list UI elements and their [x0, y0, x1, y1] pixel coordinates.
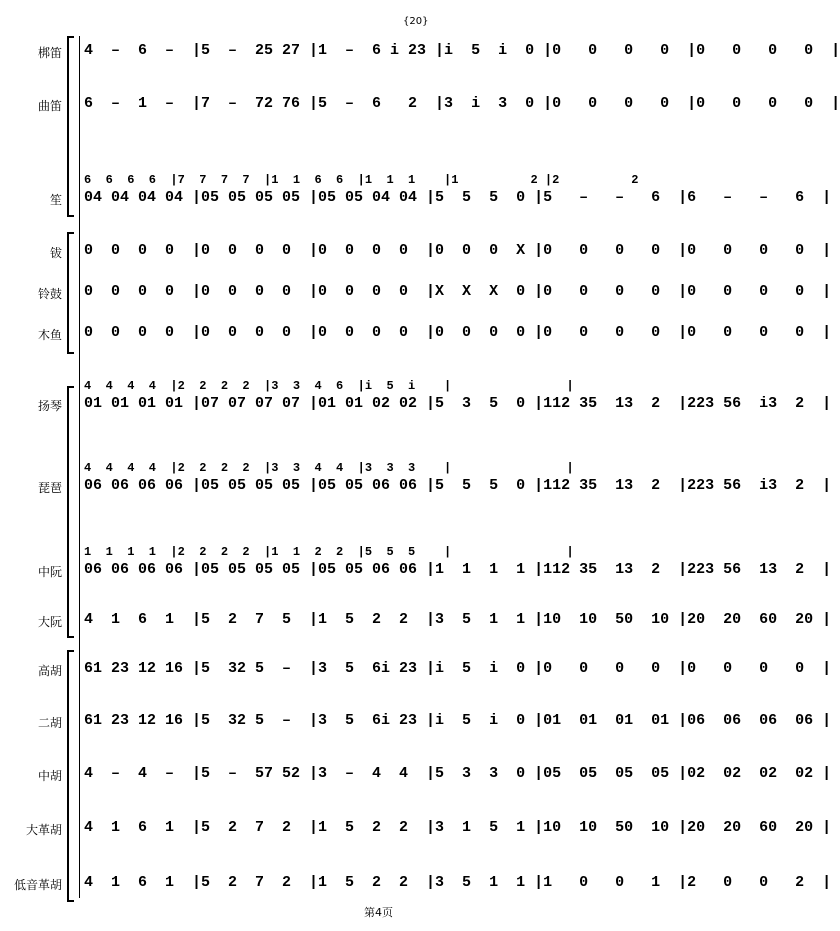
- instrument-label: 钹: [49, 246, 62, 260]
- instrument-label: 二胡: [37, 716, 62, 730]
- instrument-label: 大阮: [37, 615, 62, 629]
- instrument-label: 扬琴: [37, 399, 62, 413]
- staff-notes: 61 23 12 16 |5 32 5 – |3 5 6i 23 |i 5 i 0 |01 01 01 01 |06 06 06 06 |: [84, 712, 832, 729]
- staff-notes: 0 0 0 0 |0 0 0 0 |0 0 0 0 |X X X 0 |0 0 0 0 |0 0 0 0 |: [84, 283, 832, 300]
- chord-upper-notes: 4 4 4 4 |2 2 2 2 |3 3 4 4 |3 3 3 | |: [84, 461, 682, 475]
- staff-notes: 4 – 6 – |5 – 25 27 |1 – 6 i 23 |i 5 i 0 |0 0 0 0 |0 0 0 0 |: [84, 42, 840, 59]
- instrument-label: 琵琶: [37, 481, 62, 495]
- instrument-label: 中阮: [37, 565, 62, 579]
- instrument-label: 铃鼓: [37, 287, 62, 301]
- chord-upper-notes: 6 6 6 6 |7 7 7 7 |1 1 6 6 |1 1 1 |1 2 |2 2: [84, 173, 653, 187]
- instrument-label: 曲笛: [37, 99, 62, 113]
- percussion-brace: [67, 232, 74, 354]
- instrument-label: 低音革胡: [13, 878, 62, 892]
- staff-notes: 4 1 6 1 |5 2 7 2 |1 5 2 2 |3 1 5 1 |10 10 50 10 |20 20 60 20 |: [84, 819, 832, 836]
- system-barline: [79, 36, 80, 898]
- instrument-label: 高胡: [37, 664, 62, 678]
- staff-notes: 6 – 1 – |7 – 72 76 |5 – 6 2 |3 i 3 0 |0 0 0 0 |0 0 0 0 |: [84, 95, 840, 112]
- plucked-brace: [67, 386, 74, 638]
- winds-brace: [67, 36, 74, 217]
- instrument-label: 笙: [49, 193, 62, 207]
- staff-notes: 01 01 01 01 |07 07 07 07 |01 01 02 02 |5 3 5 0 |112 35 13 2 |223 56 i3 2 |: [84, 395, 832, 412]
- page-number: 第4页: [364, 906, 393, 919]
- instrument-label: 木鱼: [37, 328, 62, 342]
- staff-notes: 06 06 06 06 |05 05 05 05 |05 05 06 06 |1 1 1 1 |112 35 13 2 |223 56 13 2 |: [84, 561, 832, 578]
- rehearsal-mark: {20}: [403, 16, 429, 27]
- staff-notes: 06 06 06 06 |05 05 05 05 |05 05 06 06 |5 5 5 0 |112 35 13 2 |223 56 i3 2 |: [84, 477, 832, 494]
- staff-notes: 0 0 0 0 |0 0 0 0 |0 0 0 0 |0 0 0 0 |0 0 0 0 |0 0 0 0 |: [84, 324, 832, 341]
- staff-notes: 4 1 6 1 |5 2 7 2 |1 5 2 2 |3 5 1 1 |1 0 0 1 |2 0 0 2 |: [84, 874, 832, 891]
- bowed-brace: [67, 650, 74, 902]
- staff-notes: 61 23 12 16 |5 32 5 – |3 5 6i 23 |i 5 i 0 |0 0 0 0 |0 0 0 0 |: [84, 660, 832, 677]
- chord-upper-notes: 4 4 4 4 |2 2 2 2 |3 3 4 6 |i 5 i | |: [84, 379, 682, 393]
- instrument-label: 梆笛: [37, 46, 62, 60]
- staff-notes: 4 1 6 1 |5 2 7 5 |1 5 2 2 |3 5 1 1 |10 10 50 10 |20 20 60 20 |: [84, 611, 832, 628]
- staff-notes: 0 0 0 0 |0 0 0 0 |0 0 0 0 |0 0 0 X |0 0 0 0 |0 0 0 0 |: [84, 242, 832, 259]
- instrument-label: 大革胡: [25, 823, 62, 837]
- staff-notes: 04 04 04 04 |05 05 05 05 |05 05 04 04 |5 5 5 0 |5 – – 6 |6 – – 6 |: [84, 189, 832, 206]
- chord-upper-notes: 1 1 1 1 |2 2 2 2 |1 1 2 2 |5 5 5 | |: [84, 545, 682, 559]
- instrument-label: 中胡: [37, 769, 62, 783]
- staff-notes: 4 – 4 – |5 – 57 52 |3 – 4 4 |5 3 3 0 |05 05 05 05 |02 02 02 02 |: [84, 765, 832, 782]
